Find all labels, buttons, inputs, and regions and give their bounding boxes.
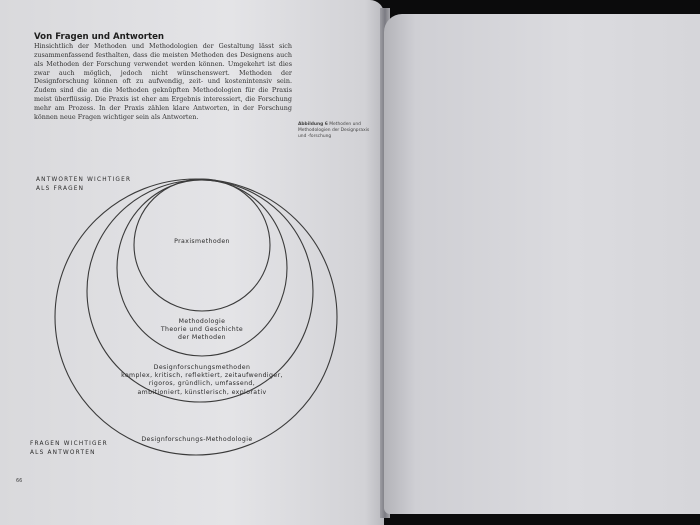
label-line: ALS FRAGEN: [36, 186, 85, 192]
body-paragraph: Hinsichtlich der Methoden und Methodologien der Gestaltung lässt sich zusammenfassend festhalten, dass die meisten Methoden des Designens auch als Methoden der Forschung verwendet werden können. Umgekehrt ist dies zwar auch möglich, jedoch nicht wünschenswert. Methoden der Designforschung können oft zu aufwendig, zeit- und kostenintensiv sein. Zudem sind die an die Methoden geknüpften Methodologien für die Praxis meist überflüssig. Die Praxis ist eher am Ergebnis interessiert, die Forschung mehr am Prozess. In der Praxis zählen klare Antworten, in der Forschung können neue Fragen wichtiger sein als Antworten.: [34, 42, 292, 121]
label-line: komplex, kritisch, reflektiert, zeitaufwendiger,: [121, 372, 283, 380]
label-line: Praxismethoden: [174, 238, 230, 245]
label-praxismethoden: [152, 238, 252, 246]
label-line: der Methoden: [178, 334, 226, 342]
circle-designforschungs-methodologie: [55, 179, 337, 455]
label-line: Designforschungs-Methodologie: [141, 436, 253, 443]
label-fragen-wichtiger: [30, 440, 108, 458]
label-line: Theorie und Geschichte: [160, 326, 244, 334]
section-heading: Von Fragen und Antworten: [34, 32, 165, 42]
label-line: ALS ANTWORTEN: [30, 450, 96, 456]
label-line: Designforschungsmethoden: [153, 364, 251, 371]
label-designforschungs-methodologie: [122, 436, 272, 444]
right-page-blank: [384, 14, 700, 514]
caption-label: Abbildung 6: [298, 122, 328, 127]
label-line: Methodologie: [178, 318, 226, 325]
label-designforschungsmethoden: [110, 364, 294, 397]
label-line: ambitioniert, künstlerisch, explorativ: [137, 388, 267, 396]
label-line: FRAGEN WICHTIGER: [30, 441, 108, 447]
label-antworten-wichtiger: [36, 176, 131, 194]
label-line: rigoros, gründlich, umfassend,: [148, 380, 256, 388]
page-number: 66: [16, 478, 23, 484]
label-methodologie: [140, 318, 264, 343]
caption-text: Methoden und Methodologien der Designpraxis und -forschung: [298, 122, 370, 139]
label-line: ANTWORTEN WICHTIGER: [36, 177, 132, 183]
